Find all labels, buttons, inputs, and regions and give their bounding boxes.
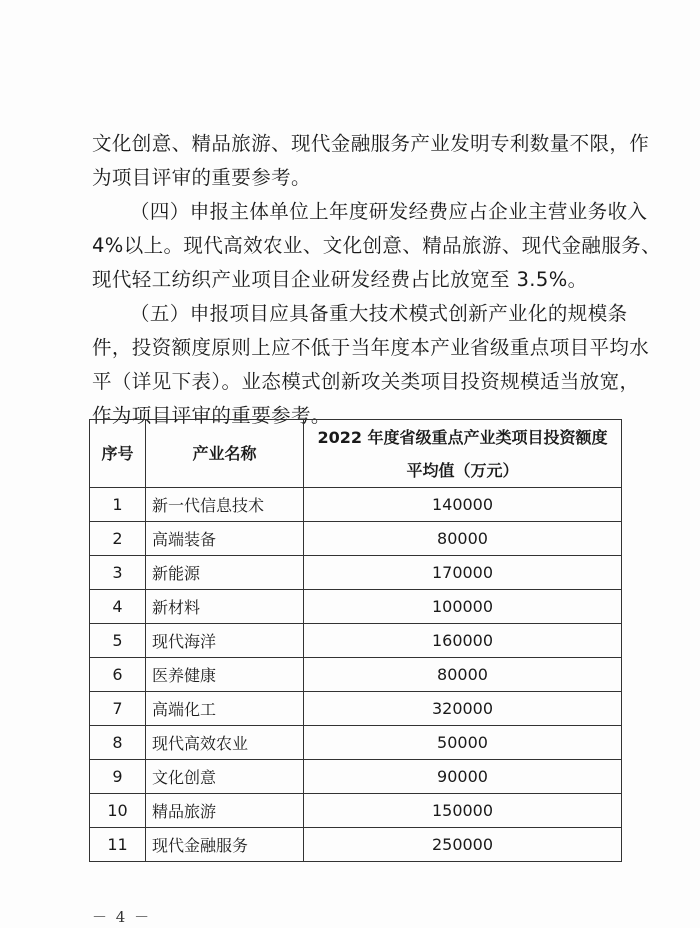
cell-index: 10 — [90, 794, 146, 828]
table-row — [90, 590, 622, 624]
paragraph-line: 件，投资额度原则上应不低于当年度本产业省级重点项目平均水 — [92, 336, 650, 359]
header-investment-average — [304, 420, 622, 488]
paragraph-line: 作为项目评审的重要参考。 — [92, 404, 331, 427]
table-header-row — [90, 420, 622, 488]
paragraph-line: 4%以上。现代高效农业、文化创意、精品旅游、现代金融服务、 — [92, 234, 662, 257]
cell-investment-value: 140000 — [304, 488, 622, 522]
paragraph-line: 文化创意、精品旅游、现代金融服务产业发明专利数量不限，作 — [92, 132, 650, 155]
table-row — [90, 794, 622, 828]
cell-industry-name: 高端装备 — [146, 522, 304, 556]
table-row — [90, 488, 622, 522]
header-index: 序号 — [90, 420, 146, 488]
paragraph-rd-expense — [92, 195, 662, 297]
cell-investment-value: 320000 — [304, 692, 622, 726]
cell-industry-name: 新材料 — [146, 590, 304, 624]
cell-investment-value: 250000 — [304, 828, 622, 862]
cell-investment-value: 100000 — [304, 590, 622, 624]
header-value-line2: 平均值（万元） — [406, 460, 519, 480]
header-industry-name: 产业名称 — [146, 420, 304, 488]
cell-index: 4 — [90, 590, 146, 624]
cell-investment-value: 90000 — [304, 760, 622, 794]
cell-index: 9 — [90, 760, 146, 794]
investment-table-container — [89, 419, 621, 862]
cell-index: 1 — [90, 488, 146, 522]
cell-industry-name: 精品旅游 — [146, 794, 304, 828]
cell-investment-value: 150000 — [304, 794, 622, 828]
cell-investment-value: 160000 — [304, 624, 622, 658]
cell-industry-name: 现代金融服务 — [146, 828, 304, 862]
table-row — [90, 726, 622, 760]
cell-industry-name: 高端化工 — [146, 692, 304, 726]
cell-index: 7 — [90, 692, 146, 726]
cell-investment-value: 80000 — [304, 658, 622, 692]
table-row — [90, 624, 622, 658]
table-row — [90, 522, 622, 556]
paragraph-line: 为项目评审的重要参考。 — [92, 166, 311, 189]
paragraph-line: 现代轻工纺织产业项目企业研发经费占比放宽至 3.5%。 — [92, 268, 588, 291]
cell-index: 11 — [90, 828, 146, 862]
table-row — [90, 556, 622, 590]
cell-index: 8 — [90, 726, 146, 760]
table-body — [90, 488, 622, 862]
cell-index: 2 — [90, 522, 146, 556]
table-row — [90, 658, 622, 692]
cell-industry-name: 新一代信息技术 — [146, 488, 304, 522]
cell-industry-name: 现代海洋 — [146, 624, 304, 658]
cell-investment-value: 80000 — [304, 522, 622, 556]
header-value-line1: 2022 年度省级重点产业类项目投资额度 — [317, 427, 608, 447]
cell-investment-value: 170000 — [304, 556, 622, 590]
paragraph-investment-scale — [92, 297, 650, 433]
cell-investment-value: 50000 — [304, 726, 622, 760]
cell-index: 6 — [90, 658, 146, 692]
investment-table — [89, 419, 622, 862]
paragraph-line: 平（详见下表）。业态模式创新攻关类项目投资规模适当放宽， — [92, 370, 640, 393]
cell-industry-name: 医养健康 — [146, 658, 304, 692]
table-row — [90, 760, 622, 794]
cell-industry-name: 文化创意 — [146, 760, 304, 794]
page-number: － 4 － — [92, 908, 152, 926]
cell-index: 5 — [90, 624, 146, 658]
paragraph-line: （四）申报主体单位上年度研发经费应占企业主营业务收入 — [130, 200, 648, 223]
table-row — [90, 828, 622, 862]
cell-industry-name: 新能源 — [146, 556, 304, 590]
paragraph-line: （五）申报项目应具备重大技术模式创新产业化的规模条 — [130, 302, 628, 325]
paragraph-invention-patents — [92, 127, 650, 195]
cell-index: 3 — [90, 556, 146, 590]
table-row — [90, 692, 622, 726]
cell-industry-name: 现代高效农业 — [146, 726, 304, 760]
